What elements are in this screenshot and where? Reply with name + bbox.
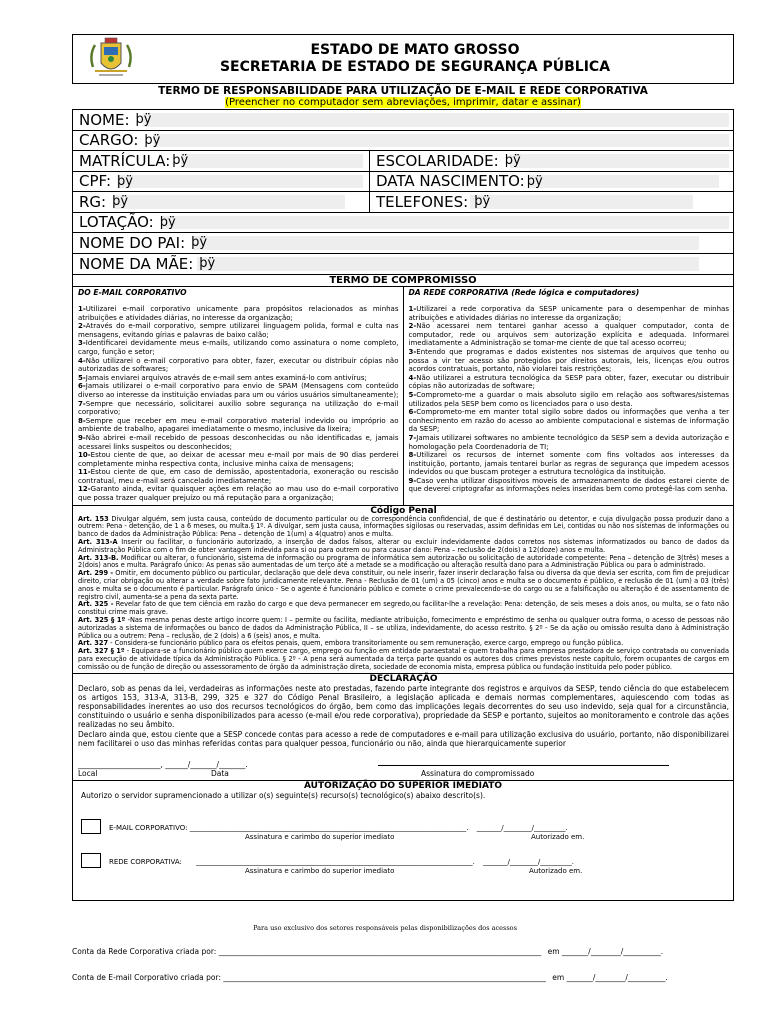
network-commitment-item-number: 4- (408, 373, 417, 382)
network-account-label: Conta da Rede Corporativa criada por: (72, 947, 217, 956)
pai-field[interactable] (73, 233, 733, 253)
network-commitment-item (409, 374, 730, 391)
network-commitment-item-number: 2- (408, 322, 417, 331)
penal-article-number: Art. 325 - (78, 600, 114, 609)
penal-article (78, 539, 729, 555)
email-commitment-item-number: 7- (78, 399, 86, 408)
email-signature-blank: _______________________________________________________________________________. (189, 824, 469, 833)
network-authorization-label: REDE CORPORATIVA: (109, 858, 182, 867)
penal-code-articles (78, 516, 729, 672)
email-commitment-item (78, 417, 399, 434)
nascimento-label: DATA NASCIMENTO: (376, 172, 525, 191)
penal-article (78, 648, 729, 671)
network-commitment-item (409, 434, 730, 451)
network-commitment-item-text: Caso venha utilizar dispositivos moveis de armazenamento de dados estarei ciente de que deverei criptografar as informações neles inseridas bem como protegê-las com senha. (408, 476, 729, 494)
declaration-paragraph-1: Declaro, sob as penas da lei, verdadeiras as informações neste ato prestadas, fazendo parte integrante dos registros e arquivos da SESP, tendo ciência do que estabelecem os artigos 153, 313-A, 313-B, 299, 325 e 327 do Código Penal Brasileiro, a legislação aplicada e demais normas complementares, aquiescendo com todas as responsabilidades inerentes ao uso dos recursos tecnológicos do órgão, bem como das implicações legais decorrentes do seu uso indevido, seja qual for a circunstância, constituindo o usuário e senha disponibilizados para acesso (e-mail e/ou rede corporativa), propriedade da SESP e portanto, sujeitos ao monitoramento e controle das ações realizadas no seu âmbito. (78, 683, 729, 730)
mae-value: þÿ (199, 256, 216, 272)
email-commitment-item-number: 5- (78, 373, 86, 382)
network-commitment-item-number: 9- (408, 476, 417, 485)
network-commitment-item (409, 305, 730, 322)
email-commitment-item (78, 382, 399, 399)
email-commitment-item-number: 9- (78, 433, 86, 442)
email-commitment-item-text: Utilizarei e-mail corporativo unicamente para propósitos relacionados as minhas atribuições e atividades diárias, no interesse da organização; (78, 305, 399, 322)
network-commitment-item (409, 451, 730, 477)
rg-label: RG: (79, 192, 107, 211)
email-authorization-line[interactable] (109, 824, 568, 832)
email-account-created-line[interactable] (72, 973, 668, 982)
email-commitment-item-text: Identificarei devidamente meus e-mails, utilizando como assinatura o nome completo, cargo, função e setor; (78, 339, 399, 356)
email-commitment-item-text: Jamais utilizarei o e-mail corporativo para envio de SPAM (Mensagens com conteúdo diverso ao interesse da instituição enviadas para um ou vários usuários simultaneamente); (78, 382, 399, 399)
term-title: TERMO DE RESPONSABILIDADE PARA UTILIZAÇÃO DE E-MAIL E REDE CORPORATIVA (158, 85, 648, 97)
form-row-nome (73, 110, 733, 131)
declaration-signature-row (78, 760, 729, 769)
email-date-caption: Autorizado em. (531, 833, 585, 842)
network-commitment-item (409, 322, 730, 348)
network-commitment-item-number: 5- (408, 390, 417, 399)
document-page (72, 34, 734, 901)
email-commitments-title: DO E-MAIL CORPORATIVO (78, 288, 187, 297)
email-commitment-item (78, 485, 399, 502)
penal-article (78, 617, 729, 640)
network-commitment-item-text: Utilizarei os recursos de internet somente com fins voltados aos interesses da instituição, portanto, jamais tentarei burlar as regras de segurança que impedem acessos indevidos ou que buscam proteger a estrutura tecnológica da instituição. (408, 451, 729, 477)
signature-line[interactable] (378, 760, 669, 766)
email-commitment-item-text: Estou ciente de que, em caso de demissão, apostentadoria, exoneração ou rescisão contratual, meu e-mail será cancelado imediatamente; (78, 468, 399, 485)
network-commitment-item-text: Comprometo-me em manter total sigilo sobre dados ou informações que venha a ter conhecimento em razão do acesso ao ambiente computacional e sistemas de informação da SESP; (408, 408, 729, 434)
network-account-em: em (547, 947, 560, 956)
email-commitment-item (78, 322, 399, 339)
penal-article (78, 570, 729, 601)
email-account-em: em (552, 973, 565, 982)
network-account-blank: ______________________________________________________________________________________ (218, 947, 542, 956)
email-account-label: Conta de E-mail Corporativo criada por: (72, 973, 221, 982)
email-commitment-item-text: Sempre que necessário, solicitarei auxílio sobre segurança na utilização do e-mail corporativo; (78, 399, 399, 417)
network-commitment-item-number: 7- (408, 433, 417, 442)
cpf-value: þÿ (117, 173, 133, 189)
network-commitments-list (409, 305, 730, 494)
compromisso-columns (72, 286, 734, 506)
rg-value: þÿ (112, 194, 129, 210)
network-signature-blank: _______________________________________________________________________________. (196, 858, 475, 867)
term-instruction: (Preencher no computador sem abreviações, imprimir, datar e assinar) (225, 97, 581, 108)
email-commitments (73, 287, 403, 505)
email-commitment-item-number: 3- (78, 339, 86, 348)
penal-code-section (72, 506, 734, 674)
email-commitment-item (78, 468, 399, 485)
penal-article-number: Art. 313-A (78, 538, 118, 547)
penal-article-number: Art. 327 (78, 639, 109, 648)
email-commitments-list (78, 305, 399, 503)
signature-caption: Assinatura do compromissado (421, 769, 535, 779)
network-commitments (403, 287, 734, 505)
penal-article-number: Art. 153 (78, 514, 109, 523)
nascimento-field[interactable] (370, 172, 733, 192)
penal-article-text: - Considera-se funcionário público para os efeitos penais, quem, embora transitoriamente ou sem remuneração, exerce cargo, emprego ou função pública. (108, 639, 624, 648)
email-commitment-item-text: Não abrirei e-mail recebido de pessoas desconhecidas ou não identificadas e, jamais acessarei links suspeitos ou desconhecidos; (78, 433, 399, 451)
state-coat-of-arms-icon (85, 36, 137, 82)
penal-article-number: Art. 299 - (78, 569, 114, 578)
network-commitment-item-number: 1- (408, 305, 417, 313)
email-commitment-item-number: 1- (78, 305, 86, 313)
network-date-caption: Autorizado em. (529, 867, 583, 876)
network-commitment-item (409, 348, 730, 374)
lotacao-field[interactable] (73, 213, 733, 233)
email-commitment-item (78, 400, 399, 417)
penal-article-number: Art. 327 § 1º (78, 647, 125, 656)
network-commitment-item-text: Não utilizarei a estrutura tecnológica da SESP para obter, fazer, executar ou distribuir cópias não autorizadas de software; (408, 373, 729, 391)
cargo-value: þÿ (144, 132, 161, 148)
penal-article-text: Divulgar alguém, sem justa causa, conteúdo de documento particular ou de correspondência confidencial, de que é destinatário ou detentor, e cuja divulgação possa produzir dano a outrem: Pena - detenção, de 1 a 6 meses, ou multa.§ 1º. A divulgar, sem justa causa, informações sigilosas ou reservadas, assim definidas em Lei, contidas ou não nos sistemas de informações ou banco de dados da Administração Pública: Pena – detenção de 1(um) a 4(quatro) anos e multa. (78, 514, 729, 539)
network-checkbox[interactable] (81, 853, 101, 868)
matricula-label: MATRÍCULA: (79, 151, 171, 170)
local-caption: Local (78, 769, 98, 779)
network-commitment-item (409, 391, 730, 408)
lotacao-label: LOTAÇÃO: (79, 213, 154, 232)
state-name: ESTADO DE MATO GROSSO (310, 42, 520, 58)
declaration-captions (78, 769, 729, 778)
nome-label: NOME: (79, 110, 130, 129)
network-commitments-title: DA REDE CORPORATIVA (Rede lógica e computadores) (408, 288, 640, 297)
penal-article-text: Modificar ou alterar, o funcionário, sistema de informação ou programa de informática sem autorização ou solicitação de autoridade competente: Pena – detenção de 3(três) meses a 2(dois) anos e multa. Parágrafo único: As penas são aumentadas de um terço até a metade se a modificação ou alteração resulta dano para a Administração Pública ou para o administrado. (78, 553, 729, 570)
email-commitment-item-number: 4- (78, 356, 86, 365)
date-caption: Data (211, 769, 229, 779)
network-signature-caption: Assinatura e carimbo do superior imediato (245, 867, 395, 876)
restricted-use-note: Para uso exclusivo dos setores responsáveis pelas disponibilizações dos acessos (253, 924, 517, 932)
network-commitment-item-number: 3- (408, 347, 417, 356)
penal-article (78, 601, 729, 617)
penal-article-number: Art. 313-B. (78, 553, 119, 562)
authorization-section (72, 781, 734, 901)
header-titles (137, 42, 733, 76)
secretariat-name: SECRETARIA DE ESTADO DE SEGURANÇA PÚBLICA (219, 59, 611, 75)
email-commitment-item-number: 2- (78, 322, 86, 331)
penal-article-text: -Nas mesma penas deste artigo incorre quem: I – permite ou facilita, mediante atribuição, fornecimento e empréstimo de senha ou qualquer outra forma, o acesso de pessoas não autorizadas a sistema de informações ou banco de dados da Administração Pública, II – se utiliza, indevidamente, do acesso restrito. § 2º - Se da ação ou omissão resulta dano à Administração Pública ou a outrem: Pena – reclusão, de 2 (dois) a 6 (seis) anos, e multa. (78, 616, 729, 640)
cargo-label: CARGO: (79, 131, 139, 150)
cpf-field[interactable] (73, 172, 370, 192)
telefones-value: þÿ (474, 194, 491, 210)
email-commitment-item-text: Não utilizarei o e-mail corporativo para obter, fazer, executar ou distribuir cópias não autorizadas de softwares; (78, 356, 399, 374)
penal-article-text: - Equipara-se a funcionário público quem exerce cargo, emprego ou função em entidade paraestatal e quem trabalha para empresa prestadora de serviço contratada ou conveniada para execução de atividade típica da Administração Pública. § 2º - A pena será aumentada da terça parte quando os autores dos crimes previstos neste capítulo, forem ocupantes de cargos em comissão ou de função de direção ou assessoramento de órgão da administração direta, sociedade de economia mista, empresa pública ou fundação instituída pelo poder público. (78, 647, 729, 671)
nome-field[interactable] (73, 110, 733, 130)
local-date-blanks[interactable]: ______________________, ______/_______/_______. (78, 760, 248, 770)
network-commitment-item-text: Jamais utilizarei softwares no ambiente tecnológico da SESP sem a devida autorização e homologação pela Coordenadoria de TI; (408, 433, 729, 451)
email-account-blank: ______________________________________________________________________________________ (223, 973, 546, 982)
form-row-mae (73, 254, 733, 275)
document-header (72, 34, 734, 84)
telefones-label: TELEFONES: (376, 192, 469, 211)
network-commitment-item-number: 8- (408, 451, 417, 460)
network-account-created-line[interactable] (72, 947, 663, 956)
email-commitment-item (78, 451, 399, 468)
email-commitment-item (78, 339, 399, 356)
network-commitment-item-text: Comprometo-me a guardar o mais absoluto sigilo em relação aos softwares/sistemas utilizados pela SESP bem como os licenciados para o uso desta. (408, 390, 729, 408)
escolaridade-value: þÿ (504, 153, 521, 169)
email-commitment-item (78, 374, 399, 383)
mae-field[interactable] (73, 254, 733, 275)
pai-label: NOME DO PAI: (79, 233, 186, 252)
email-commitment-item-number: 6- (78, 382, 86, 391)
pai-value: þÿ (191, 235, 208, 251)
network-date-blank: _______/________/_________. (483, 858, 575, 867)
cpf-label: CPF: (79, 172, 112, 191)
penal-article-text: Revelar fato de que tem ciência em razão do cargo e que deva permanecer em segredo,ou facilitar-lhe a revelação: Pena: detenção, de seis meses a dois anos, ou multa, se o fato não constitui crime mais grave. (78, 600, 729, 617)
email-commitment-item-text: Garanto ainda, evitar quaisquer ações em relação ao mau uso do e-mail corporativo que possa trazer qualquer prejuízo ou má reputação para a organização; (78, 485, 399, 503)
nascimento-value: þÿ (526, 173, 543, 189)
form-row-cpf (73, 172, 733, 193)
email-commitment-item (78, 357, 399, 374)
network-commitment-item (409, 477, 730, 494)
mae-label: NOME DA MÃE: (79, 254, 194, 273)
email-commitment-item (78, 305, 399, 322)
penal-article-text: Omitir, em documento público ou particular, declaração que dele deva constituir, ou nele inserir, fazer inserir declaração falsa ou diversa da que devia ser escrita, com fim de prejudicar direito, criar obrigação ou alterar a verdade sobre fato juridicamente relevante. Pena - Reclusão de 01 (um) a 05 (cinco) anos e multa se o documento é público, e reclusão de 01 (um) a 03 (três) anos e multa se o documento é particular. Parágrafo único - Se o agente é funcionário público e comete o crime prevalecendo-se do cargo ou se a falsificação ou alteração é de assentamento de registro civil, aumenta-se a pena da sexta parte. (78, 569, 729, 601)
network-commitment-item-text: Utilizarei a rede corporativa da SESP unicamente para o desempenhar de minhas atribuições e atividades diárias no interesse da organização; (408, 305, 729, 322)
form-row-matricula (73, 151, 733, 172)
nome-value: þÿ (135, 112, 152, 128)
email-checkbox[interactable] (81, 819, 101, 834)
penal-article-text: Inserir ou facilitar, o funcionário autorizado, a inserção de dados falsos, alterar ou excluir indevidamente dados corretos nos sistemas informatizados ou banco de dados da Administração Pública com o fim de obter vantagem indevida para si ou para outrem ou para causar dano: Pena – reclusão de 2(dois) a 12(doze) anos e multa. (78, 538, 729, 554)
compromisso-title: TERMO DE COMPROMISSO (72, 275, 734, 286)
rg-field[interactable] (73, 192, 370, 212)
network-commitment-item-text: Entendo que programas e dados existentes nos sistemas de arquivos que tenho ou possa a vir ter acesso são protegidos por direitos autorais, leis, licenças e/ou outros acordos contratuais, portanto, não violarei tais restrições; (408, 347, 729, 374)
network-commitment-item-number: 6- (408, 408, 417, 417)
cargo-field[interactable] (73, 131, 733, 151)
email-authorization-label: E-MAIL CORPORATIVO: (109, 824, 188, 833)
penal-code-title: Código Penal (370, 505, 437, 516)
email-commitment-item-text: Jamais enviarei arquivos através de e-mail sem antes examiná-lo com antivírus; (85, 373, 367, 382)
matricula-field[interactable] (73, 151, 370, 171)
lotacao-value: þÿ (159, 214, 176, 230)
network-commitment-item-text: Não acessarei nem tentarei ganhar acesso a qualquer computador, conta de computador, rede ou arquivos sem autorização explícita e adequada. Informarei imediatamente a Administração se tomar-me ciente de que tal acesso ocorreu; (408, 322, 729, 348)
network-account-date-blank: _______/________/__________. (561, 947, 664, 956)
email-commitment-item-number: 12- (78, 485, 91, 494)
declaration-section (72, 674, 734, 781)
network-authorization-line[interactable] (109, 858, 574, 866)
form-row-rg (73, 192, 733, 213)
email-commitment-item-number: 10- (78, 451, 91, 460)
email-commitment-item (78, 434, 399, 451)
email-commitment-item-text: Estou ciente de que, ao deixar de acessar meu e-mail por mais de 90 dias perderei completamente minha respectiva conta, inclusive minha caixa de mensagens; (78, 451, 399, 468)
authorization-text: Autorizo o servidor supramencionado a utilizar o(s) seguinte(s) recurso(s) tecnológico(s) abaixo descrito(s). (81, 791, 486, 801)
email-signature-caption: Assinatura e carimbo do superior imediato (245, 833, 395, 842)
penal-article (78, 516, 729, 539)
email-date-blank: _______/________/_________. (476, 824, 568, 833)
form-row-pai (73, 233, 733, 254)
matricula-value: þÿ (172, 153, 189, 169)
network-commitment-item (409, 408, 730, 434)
escolaridade-field[interactable] (370, 151, 733, 171)
telefones-field[interactable] (370, 192, 733, 212)
form-row-lotacao (73, 213, 733, 234)
email-account-date-blank: _______/________/__________. (566, 973, 668, 982)
penal-article (78, 555, 729, 571)
declaration-title: DECLARAÇÃO (369, 673, 438, 684)
escolaridade-label: ESCOLARIDADE: (376, 151, 499, 170)
form-row-cargo (73, 131, 733, 152)
personal-data-form (72, 109, 734, 275)
email-commitment-item-text: Sempre que receber em meu e-mail corporativo material indevido ou impróprio ao ambiente de trabalho, apagarei imediatamente o mesmo, inclusive da lixeira; (78, 416, 399, 434)
email-commitment-item-text: Através do e-mail corporativo, sempre utilizarei linguagem polida, formal e culta nas mensagens, evitando gírias e palavras de baixo calão; (78, 322, 399, 339)
email-commitment-item-number: 8- (78, 416, 86, 425)
declaration-paragraph-2: Declaro ainda que, estou ciente que a SESP concede contas para acesso a rede de computadores e e-mail para utilização exclusiva do usuário, portanto, não disponibilizarei nem facilitarei o uso das minhas referidas contas para qualquer pessoa, funcionário ou não, ainda que hierarquicamente superior (78, 729, 729, 748)
email-commitment-item-number: 11- (78, 468, 91, 477)
authorization-title: AUTORIZAÇÃO DO SUPERIOR IMEDIATO (303, 781, 503, 792)
penal-article-number: Art. 325 § 1º (78, 616, 126, 625)
